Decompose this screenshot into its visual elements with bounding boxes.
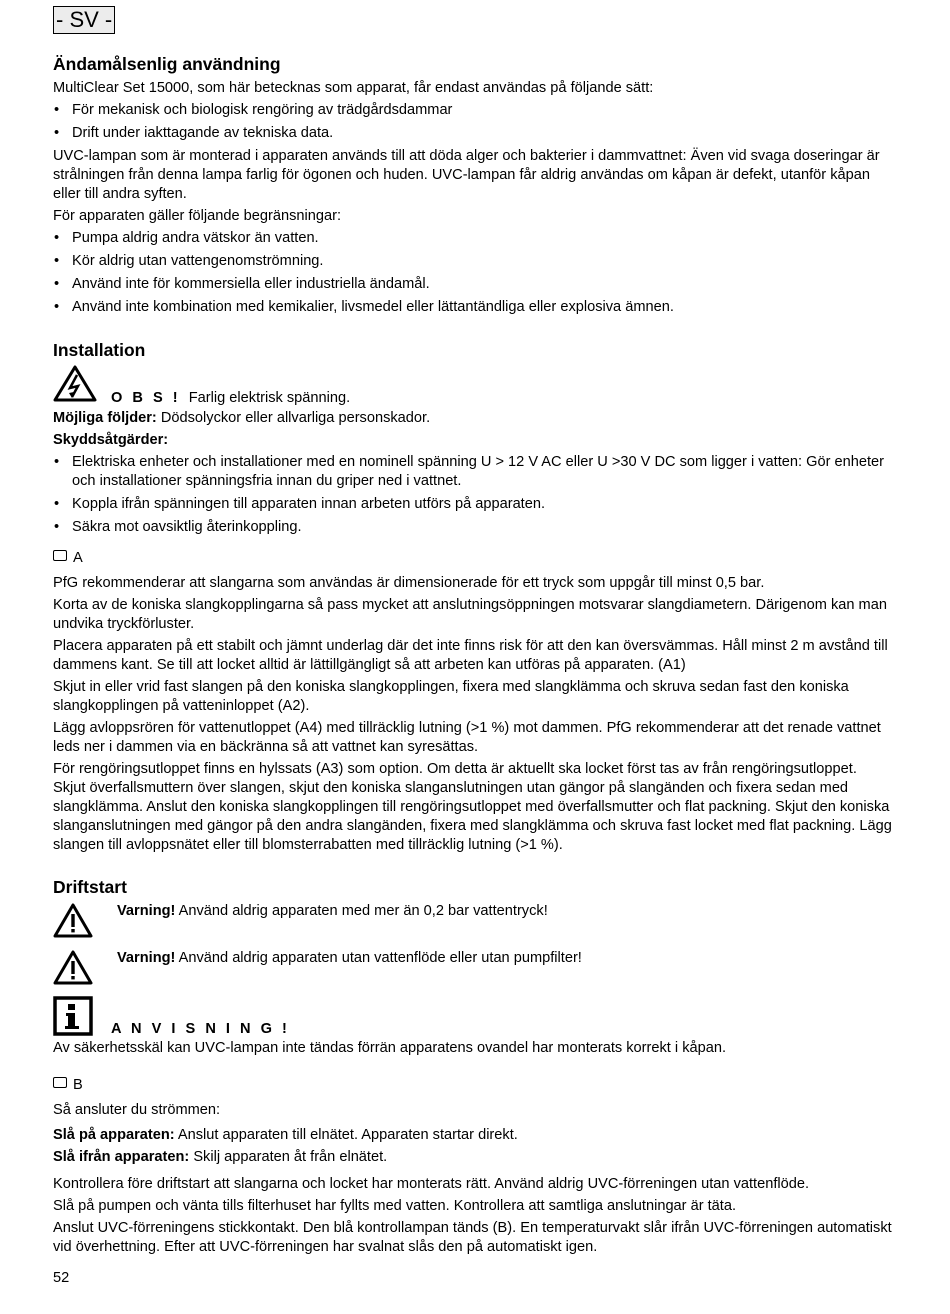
consequence-text: Dödsolyckor eller allvarliga personskador.	[160, 410, 431, 426]
list-item: • Använd inte för kommersiella eller industriella ändamål.	[53, 275, 893, 294]
connect-intro: Så ansluter du strömmen:	[53, 1102, 221, 1118]
electrical-hazard-icon	[53, 365, 97, 409]
section-title-installation: Installation	[53, 340, 146, 360]
installation-paragraph: För rengöringsutloppet finns en hylssats (A3) som option. Om detta är aktuellt ska locket först tas av från rengöringsutloppet. Skjut överfallsmuttern över slangen, skjut den koniska slanganslutningen utan gängor på slangänden och fixera sedan med slangklämma. Anslut den koniska slangkopplingen till rengöringsutloppet med överfallsmutter och flat packning. Skjut den koniska slanganslutningen med gängor på den andra slangänden, fixera med slangklämma och skruva fast locket med flat packning. Lägg slangen till avloppsnätet eller till blomsterrabatten med tillräcklig lutning (>1 %).	[53, 761, 892, 853]
obs-text: Farlig elektrisk spänning.	[188, 390, 351, 406]
warning-label: Varning!	[117, 950, 176, 966]
warning-text: Använd aldrig apparaten utan vattenflöde eller utan pumpfilter!	[178, 950, 582, 966]
usage-list	[53, 101, 893, 143]
warning-triangle-icon	[53, 950, 93, 992]
figure-reference-icon	[53, 550, 67, 561]
electrical-warning	[53, 365, 893, 408]
list-item: • För mekanisk och biologisk rengöring av trädgårdsdammar	[53, 101, 893, 120]
language-tag: - SV -	[53, 6, 115, 34]
warning-pressure	[53, 902, 893, 946]
installation-paragraph: Placera apparaten på ett stabilt och jämnt underlag där det inte finns risk för att den kan översvämmas. Håll minst 2 m avstånd till dammens kant. Se till att locket alltid är lättillgängligt så att arbeten kan utföras på apparaten. (A1)	[53, 638, 888, 673]
warning-label: Varning!	[117, 903, 176, 919]
obs-label: O B S !	[111, 390, 181, 406]
info-icon	[53, 996, 93, 1042]
installation-paragraph: Skjut in eller vrid fast slangen på den koniska slangkopplingen, fixera med slangklämma och skruva sedan fast den koniska slangkopplingen på vatteninloppet (A2).	[53, 679, 849, 714]
consequence-label: Möjliga följder:	[53, 410, 157, 426]
list-item: • Pumpa aldrig andra vätskor än vatten.	[53, 229, 893, 248]
list-item: • Använd inte kombination med kemikalier, livsmedel eller lättantändliga eller explosiva ämnen.	[53, 298, 893, 317]
figure-reference-a: A	[53, 549, 893, 568]
measures-list	[53, 453, 893, 537]
switch-off-label: Slå ifrån apparaten:	[53, 1149, 190, 1165]
restrictions-list	[53, 229, 893, 317]
list-item: • Drift under iakttagande av tekniska data.	[53, 124, 893, 143]
uvc-paragraph: UVC-lampan som är monterad i apparaten används till att döda alger och bakterier i dammvattnet: Även vid svaga doseringar är strålningen från denna lampa farlig för ögonen och huden. UVC-lampan får aldrig användas om kåpan är defekt, utanför kåpan eller till andra syften.	[53, 148, 880, 202]
startup-paragraph: Slå på pumpen och vänta tills filterhuset har fyllts med vatten. Kontrollera att samtliga anslutningar är täta.	[53, 1198, 737, 1214]
installation-paragraph: PfG rekommenderar att slangarna som användas är dimensionerade för ett tryck som uppgår till minst 0,5 bar.	[53, 575, 765, 591]
manual-page	[53, 6, 893, 1260]
list-item: • Kör aldrig utan vattengenomströmning.	[53, 252, 893, 271]
restrictions-intro: För apparaten gäller följande begränsningar:	[53, 208, 342, 224]
figure-reference-b: B	[53, 1076, 893, 1095]
list-item: • Elektriska enheter och installationer med en nominell spänning U > 12 V AC eller U >30 V DC som ligger i vatten: Gör enheter och installationer spänningsfria innan du griper ned i vattnet.	[53, 453, 893, 491]
note-label: A N V I S N I N G !	[111, 1021, 290, 1037]
installation-paragraph: Lägg avloppsrören för vattenutloppet (A4) med tillräcklig lutning (>1 %) mot dammen. PfG rekommenderar att det renade vattnet leds ner i dammen via en bäckränna så att vattnet kan syresättas.	[53, 720, 881, 755]
section-title-startup: Driftstart	[53, 877, 127, 897]
list-item: • Koppla ifrån spänningen till apparaten innan arbeten utförs på apparaten.	[53, 495, 893, 514]
warning-triangle-icon	[53, 903, 93, 945]
figure-reference-icon	[53, 1077, 67, 1088]
startup-paragraph: Kontrollera före driftstart att slangarna och locket har monterats rätt. Använd aldrig UVC-förreningen utan vattenflöde.	[53, 1176, 810, 1192]
installation-paragraph: Korta av de koniska slangkopplingarna så pass mycket att anslutningsöppningen motsvarar slangdiametern. Därigenom kan man undvika tryckförluster.	[53, 597, 887, 632]
page-number: 52	[53, 1270, 70, 1286]
measures-label: Skyddsåtgärder:	[53, 432, 169, 448]
switch-on-text: Anslut apparaten till elnätet. Apparaten startar direkt.	[177, 1127, 518, 1143]
note-text: Av säkerhetsskäl kan UVC-lampan inte tändas förrän apparatens ovandel har monterats korrekt i kåpan.	[53, 1040, 727, 1056]
list-item: • Säkra mot oavsiktlig återinkoppling.	[53, 518, 893, 537]
switch-on-label: Slå på apparaten:	[53, 1127, 175, 1143]
switch-off-text: Skilj apparaten åt från elnätet.	[193, 1149, 388, 1165]
warning-text: Använd aldrig apparaten med mer än 0,2 bar vattentryck!	[178, 903, 548, 919]
warning-flow	[53, 949, 893, 993]
intro-paragraph: MultiClear Set 15000, som här betecknas som apparat, får endast användas på följande sätt:	[53, 80, 654, 96]
note-block	[53, 996, 893, 1039]
startup-paragraph: Anslut UVC-förreningens stickkontakt. Den blå kontrollampan tänds (B). En temperaturvakt slår ifrån UVC-förreningen automatiskt vid överhettning. Efter att UVC-förreningen har svalnat slås den på automatiskt igen.	[53, 1220, 892, 1255]
section-title-intended-use: Ändamålsenlig användning	[53, 54, 281, 74]
